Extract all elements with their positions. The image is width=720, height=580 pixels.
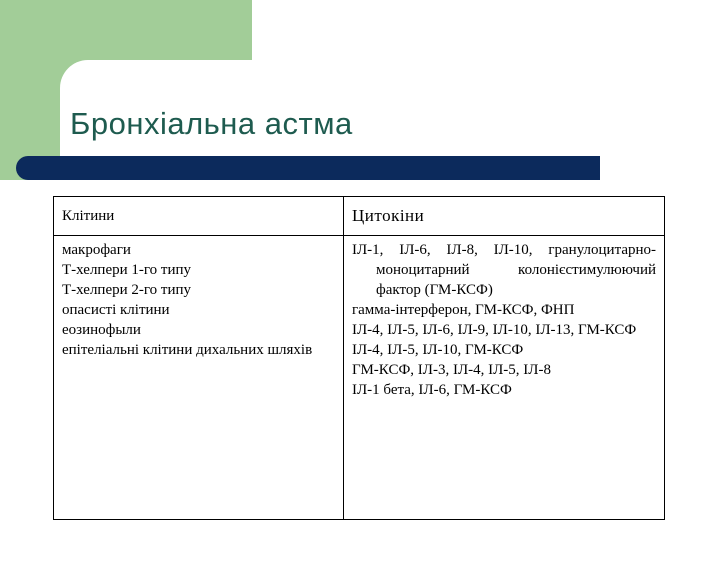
list-item: макрофаги	[62, 242, 131, 258]
cells-cytokines-table	[53, 196, 665, 520]
title-underline-bar	[16, 156, 600, 180]
slide-title: Бронхіальна астма	[70, 106, 353, 141]
cytokines-column	[344, 236, 665, 520]
list-item: опасисті клітини	[62, 302, 170, 318]
header-cells: Клітини	[54, 197, 344, 236]
table-header-row	[54, 197, 665, 236]
list-item: ІЛ-4, ІЛ-5, ІЛ-10, ГМ-КСФ	[352, 342, 524, 358]
list-item: ГМ-КСФ, ІЛ-3, ІЛ-4, ІЛ-5, ІЛ-8	[352, 362, 551, 378]
list-item: еозинофыли	[62, 322, 141, 338]
list-item: ІЛ-4, ІЛ-5, ІЛ-6, ІЛ-9, ІЛ-10, ІЛ-13, ГМ-КСФ	[352, 322, 637, 338]
list-item: Т-хелпери 2-го типу	[62, 282, 192, 298]
cells-column	[54, 236, 344, 520]
list-item: Т-хелпери 1-го типу	[62, 262, 192, 278]
list-item: ІЛ-1 бета, ІЛ-6, ГМ-КСФ	[352, 382, 512, 398]
list-item: гамма-інтерферон, ГМ-КСФ, ФНП	[352, 302, 575, 318]
list-item: епітеліальні клітини дихальних шляхів	[62, 342, 313, 358]
table-body-row	[54, 236, 665, 520]
header-cytokines: Цитокіни	[344, 197, 665, 236]
list-item: ІЛ-1, ІЛ-6, ІЛ-8, ІЛ-10, гранулоцитарно-моноцитарний колонієстимулюючий фактор (ГМ-КСФ)	[352, 242, 656, 298]
